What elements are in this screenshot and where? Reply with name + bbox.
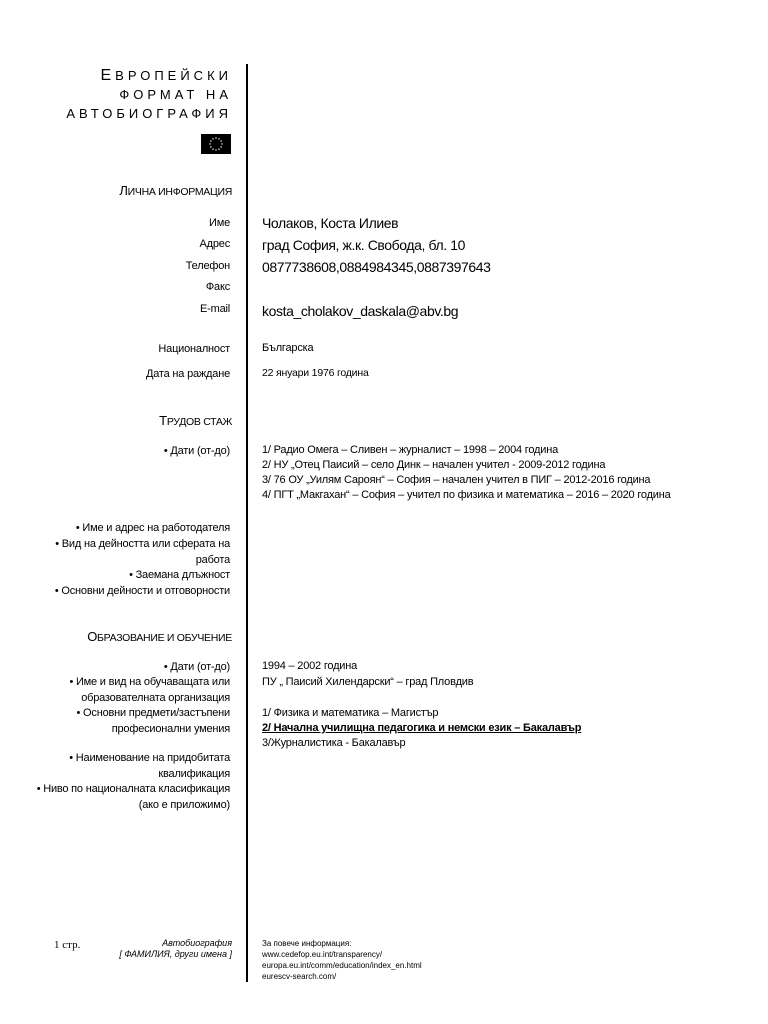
work-entry: 1/ Радио Омега – Сливен – журналист – 1998 – 2004 година: [262, 444, 558, 456]
work-entry: 4/ ПГТ „Макгахан“ – София – учител по физика и математика – 2016 – 2020 година: [262, 489, 671, 501]
email-value: kosta_cholakov_daskala@abv.bg: [262, 303, 459, 319]
section-education: ОБРАЗОВАНИЕ И ОБУЧЕНИЕ: [87, 629, 232, 644]
birthdate-value: 22 януари 1976 година: [262, 367, 369, 379]
section-work-experience: ТРУДОВ СТАЖ: [159, 413, 232, 428]
footer-info: За повече информация: www.cedefop.eu.int/transparency/ europa.eu.int/comm/education/index_en.html eurescv-search.com/: [262, 939, 422, 981]
birthdate-label: Дата на раждане: [146, 368, 230, 380]
section-personal-info: ЛИЧНА ИНФОРМАЦИЯ: [119, 183, 232, 198]
work-entry: 3/ 76 ОУ „Уилям Сароян“ – София – начален учител в ПИГ – 2012-2016 година: [262, 474, 651, 486]
footer-link[interactable]: europa.eu.int/comm/education/index_en.html: [262, 961, 422, 970]
footer-link[interactable]: eurescv-search.com/: [262, 972, 337, 981]
cv-title: ЕВРОПЕЙСКИ ФОРМАТ НА АВТОБИОГРАФИЯ: [66, 67, 232, 121]
page-number: 1 стр.: [54, 939, 81, 951]
address-label: Адрес: [199, 238, 230, 250]
edu-org-label: • Име и вид на обучаващата или образователната организация: [69, 676, 230, 704]
email-label: E-mail: [200, 303, 230, 315]
work-dates-label: • Дати (от-до): [163, 445, 230, 457]
eu-flag-icon: [201, 134, 231, 154]
qualification-label: • Наименование на придобитата квалификация: [69, 752, 230, 780]
duties-label: • Основни дейности и отговорности: [54, 585, 230, 597]
footer-doc-name: Автобиография [ ФАМИЛИЯ, други имена ]: [119, 938, 232, 959]
edu-subjects-label: • Основни предмети/застъпени професионални умения: [76, 707, 230, 735]
vertical-divider: [246, 64, 248, 982]
edu-org-value: ПУ „ Паисий Хилендарски“ – град Пловдив: [262, 676, 474, 688]
edu-dates-value: 1994 – 2002 година: [262, 660, 358, 672]
edu-subject: 1/ Физика и математика – Магистър: [262, 707, 439, 719]
footer-link[interactable]: www.cedefop.eu.int/transparency/: [262, 950, 383, 959]
work-entry: 2/ НУ „Отец Паисий – село Динк – начален учител - 2009-2012 година: [262, 459, 606, 471]
nationality-value: Българска: [262, 342, 314, 354]
nationality-label: Националност: [158, 343, 230, 355]
name-label: Име: [209, 217, 230, 229]
employer-label: • Име и адрес на работодателя: [75, 522, 230, 534]
phone-value: 0877738608,0884984345,0887397643: [262, 259, 491, 275]
edu-subject: 2/ Начална училищна педагогика и немски език – Бакалавър: [262, 722, 582, 734]
activity-label: • Вид на дейността или сферата на работа: [55, 538, 230, 566]
edu-dates-label: • Дати (от-до): [163, 661, 230, 673]
fax-label: Факс: [205, 281, 230, 293]
phone-label: Телефон: [185, 260, 230, 272]
position-label: • Заемана длъжност: [129, 569, 230, 581]
name-value: Чолаков, Коста Илиев: [262, 215, 399, 231]
level-label: • Ниво по националната класификация (ако е приложимо): [36, 783, 230, 811]
edu-subject: 3/Журналистика - Бакалавър: [262, 737, 406, 749]
address-value: град София, ж.к. Свобода, бл. 10: [262, 237, 466, 253]
